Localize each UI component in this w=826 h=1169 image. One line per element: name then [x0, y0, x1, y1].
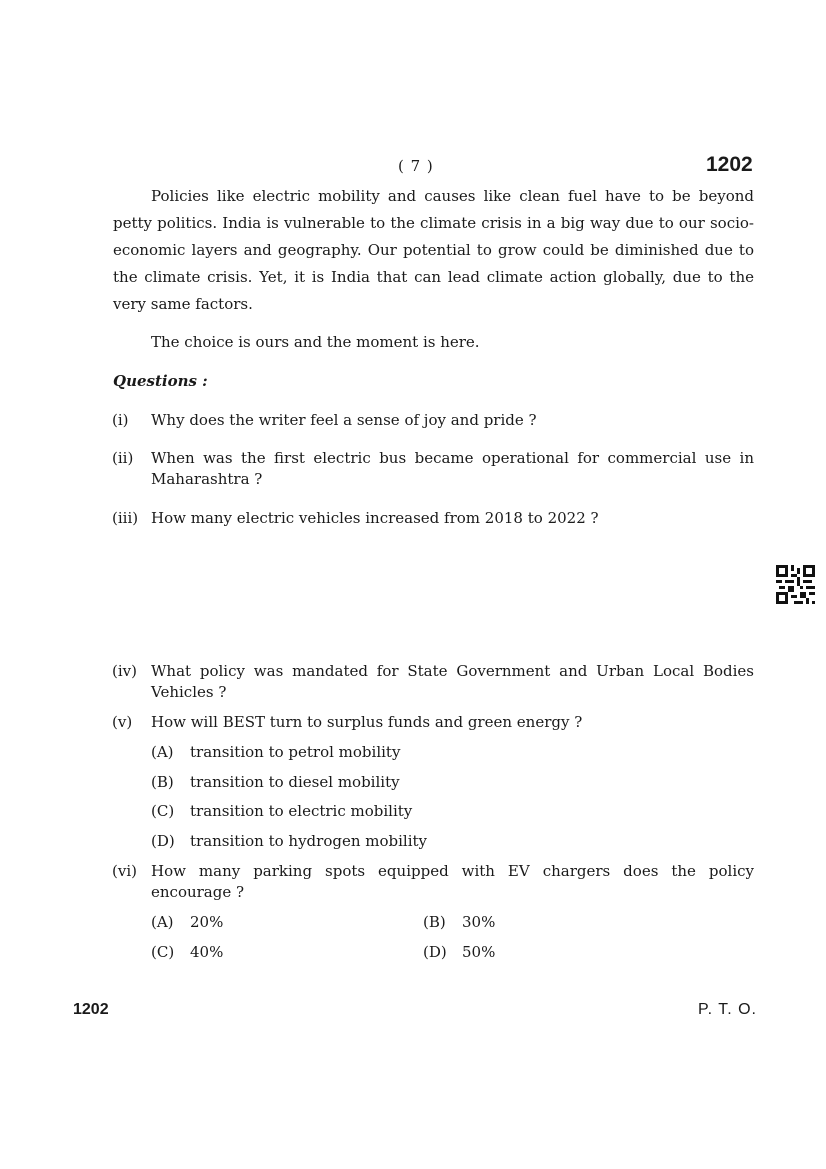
option-label: (A): [151, 743, 174, 761]
option-text: 50%: [462, 943, 496, 961]
qr-code: [776, 565, 815, 604]
question-text: Why does the writer feel a sense of joy and pride ?: [151, 411, 537, 429]
option-text: 40%: [190, 943, 224, 961]
question-number: (ii): [112, 449, 134, 467]
option-text: 20%: [190, 913, 224, 931]
question-number: (iv): [112, 662, 137, 680]
option-label: (C): [151, 943, 175, 961]
question-number: (v): [112, 713, 133, 731]
paper-code-footer: 1202: [73, 1001, 109, 1018]
question-number: (vi): [112, 862, 137, 880]
option-text: transition to petrol mobility: [190, 743, 401, 761]
questions-heading: Questions :: [113, 372, 208, 390]
option-text: transition to diesel mobility: [190, 773, 400, 791]
question-number: (iii): [112, 509, 139, 527]
page-number: ( 7 ): [398, 157, 434, 175]
option-label: (D): [151, 832, 175, 850]
option-label: (B): [423, 913, 446, 931]
option-text: transition to hydrogen mobility: [190, 832, 428, 850]
paper-code-header: 1202: [706, 153, 753, 176]
option-text: 30%: [462, 913, 496, 931]
question-text: How many parking spots equipped with EV chargers does the policy encourage ?: [151, 862, 754, 901]
question-number: (i): [112, 411, 129, 429]
option-label: (C): [151, 802, 175, 820]
passage-paragraph-1: Policies like electric mobility and causes like clean fuel have to be beyond petty politics. India is vulnerable to the climate crisis in a big way due to our socio-economic layers and geography. Our potential to grow could be diminished due to the climate crisis. Yet, it is India that can lead climate action globally, due to the very same factors.: [113, 187, 754, 313]
option-label: (A): [151, 913, 174, 931]
option-text: transition to electric mobility: [190, 802, 413, 820]
question-text: What policy was mandated for State Government and Urban Local Bodies Vehicles ?: [151, 662, 754, 701]
question-text: When was the first electric bus became operational for commercial use in Maharashtra ?: [151, 449, 754, 488]
option-label: (B): [151, 773, 174, 791]
question-text: How many electric vehicles increased from 2018 to 2022 ?: [151, 509, 599, 527]
pto-label: P. T. O.: [698, 1001, 757, 1018]
option-label: (D): [423, 943, 447, 961]
passage-paragraph-2: The choice is ours and the moment is here.: [151, 333, 480, 351]
question-text: How will BEST turn to surplus funds and green energy ?: [151, 713, 583, 731]
